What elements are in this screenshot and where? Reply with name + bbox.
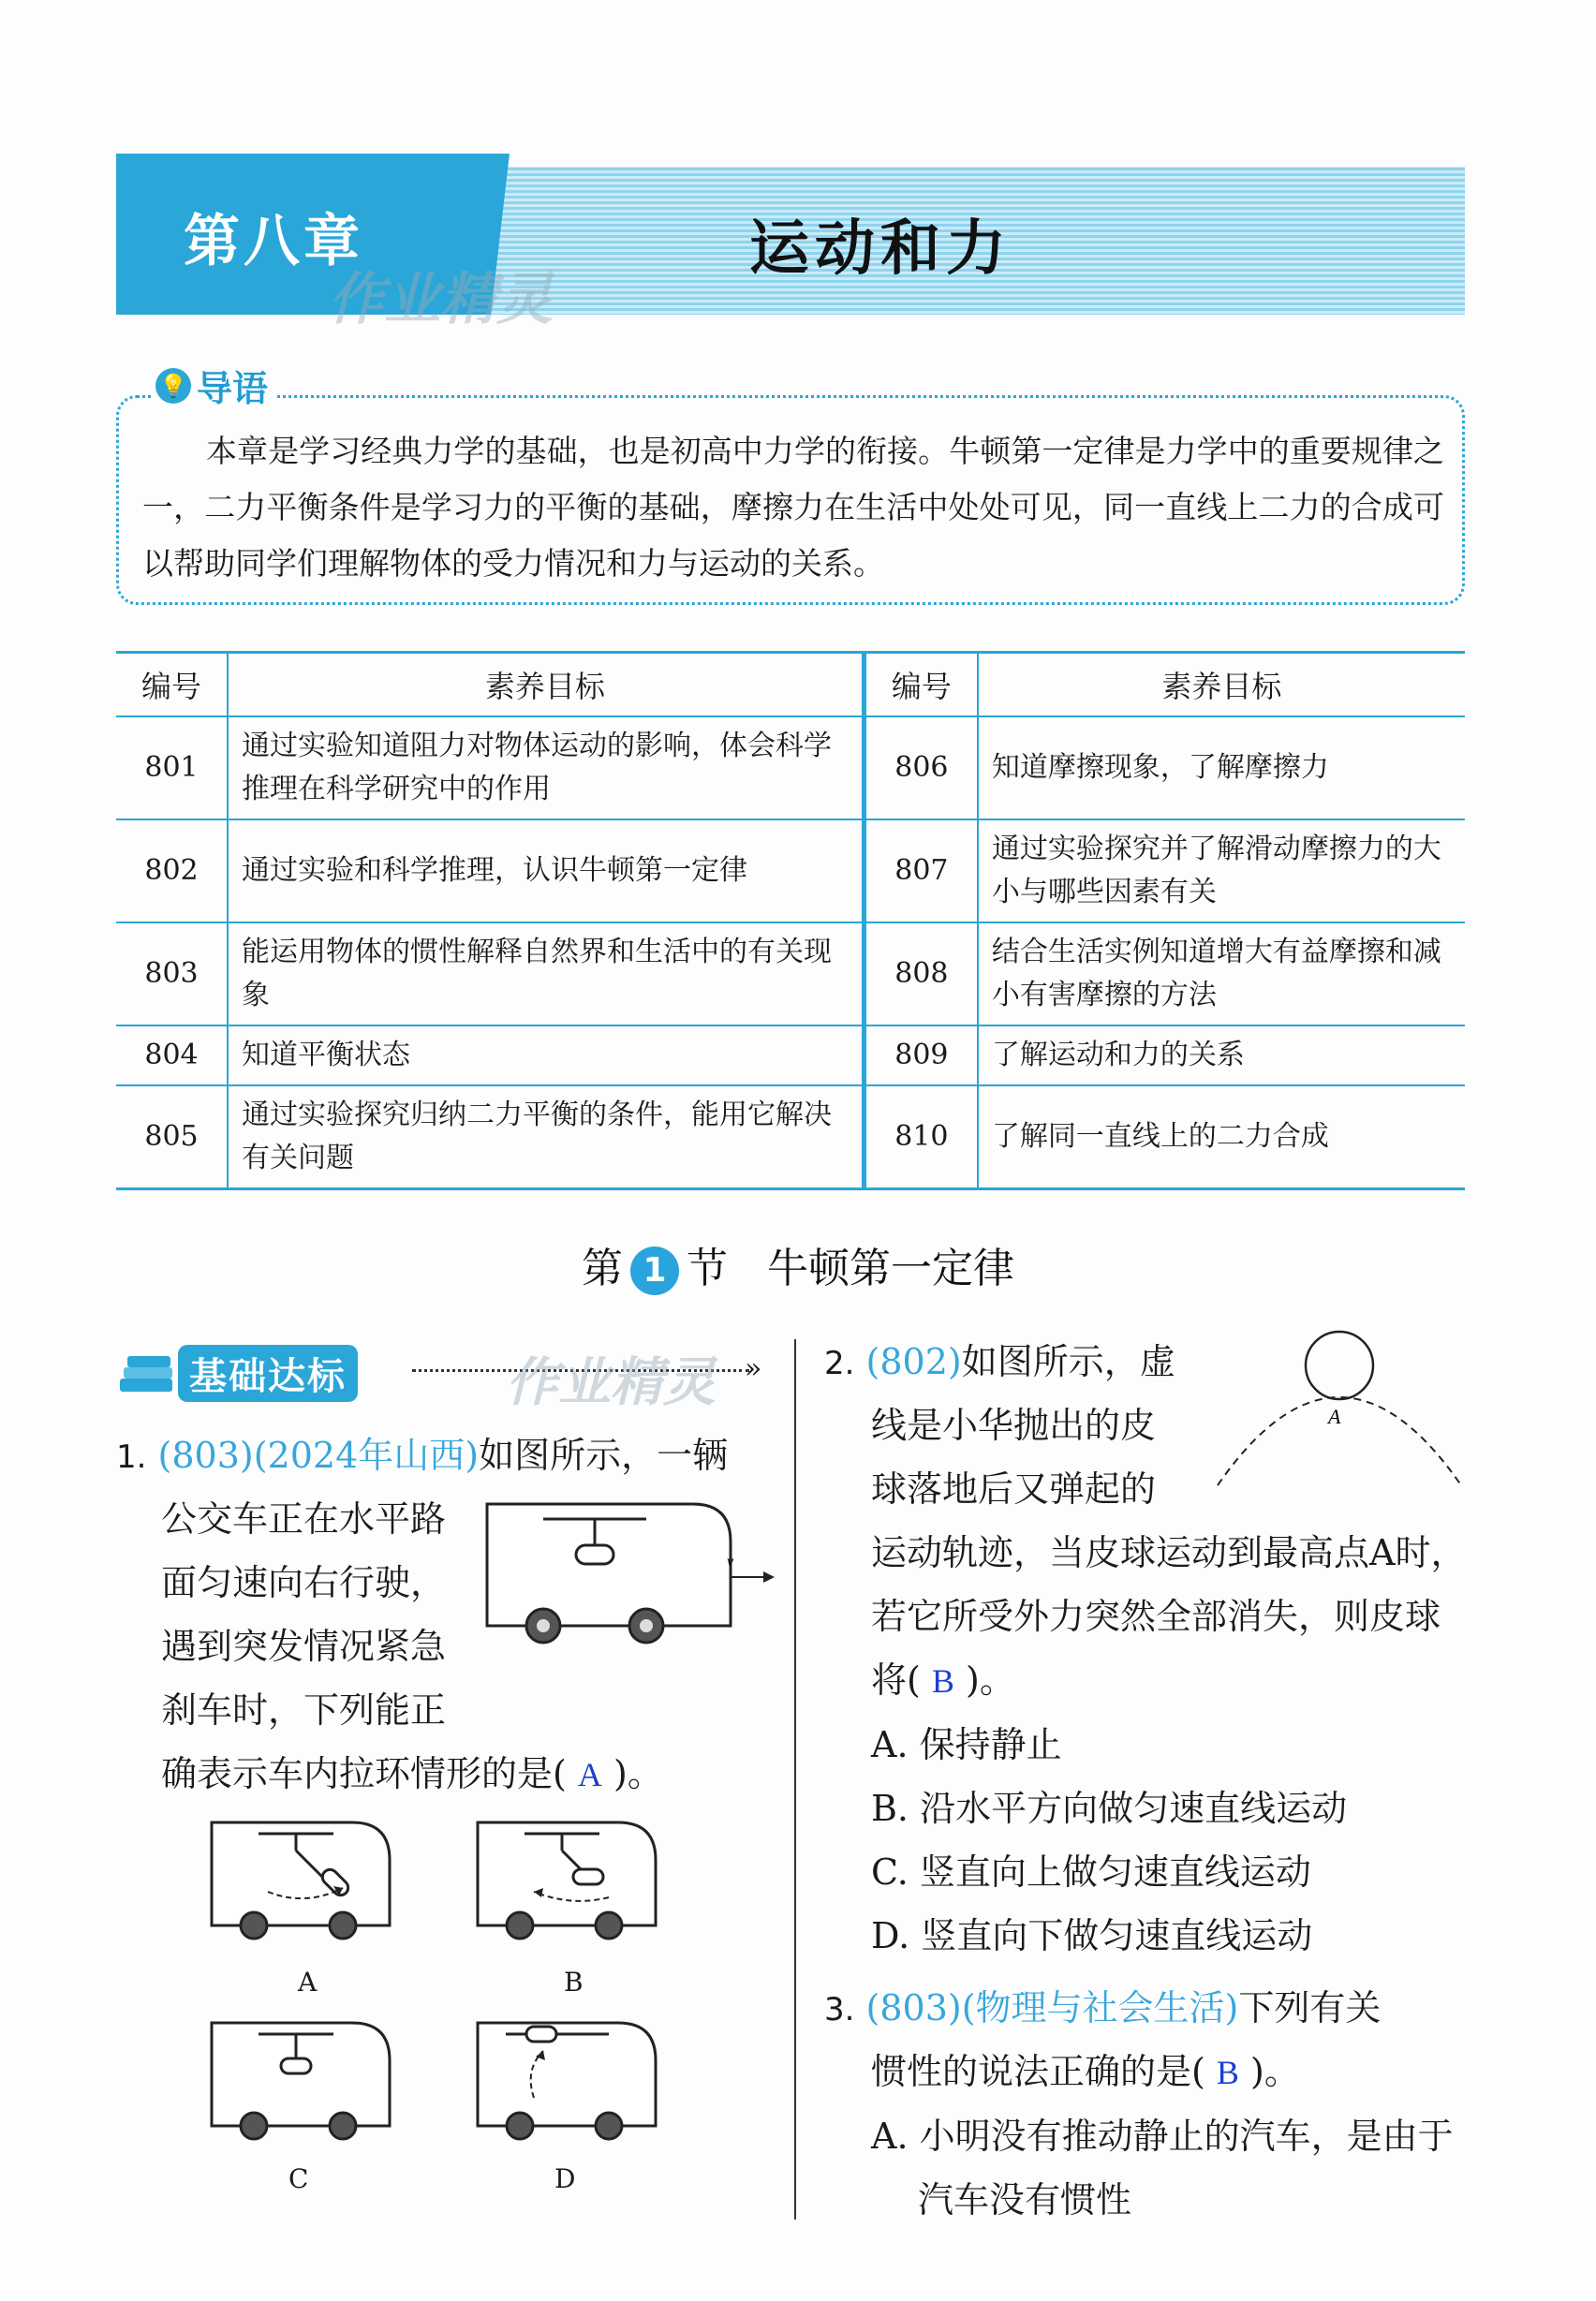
q2-stem-end	[871, 1648, 1470, 1713]
q3-stem-line	[871, 2040, 1470, 2104]
q2-stem-lines	[871, 1394, 1208, 1521]
header-cell: 素养目标	[228, 653, 864, 717]
table-header-row	[116, 653, 1465, 717]
q2-stem-post: )。	[966, 1659, 1015, 1701]
q1-last-post: )。	[613, 1753, 663, 1794]
q1-last-pre: 确表示车内拉环情形的是(	[161, 1753, 567, 1794]
q3-stem-post: )。	[1250, 2051, 1300, 2092]
table-cell: 能运用物体的惯性解释自然界和生活中的有关现象	[228, 922, 864, 1025]
header-cell: 编号	[116, 653, 228, 717]
table-cell: 知道摩擦现象，了解摩擦力	[978, 716, 1465, 819]
q3-tag: (803)(物理与社会生活)	[865, 1987, 1239, 2028]
table-cell: 802	[116, 819, 228, 922]
option-label: C	[288, 2163, 309, 2194]
table-cell: 804	[116, 1025, 228, 1085]
q2-option: A. 保持静止	[871, 1724, 1062, 1765]
q1-line: 公交车正在水平路	[161, 1498, 447, 1540]
table-cell: 810	[864, 1085, 978, 1189]
option-label: D	[554, 2163, 576, 2194]
table-cell: 805	[116, 1085, 228, 1189]
ball-trajectory-figure	[1208, 1328, 1470, 1497]
header-cell: 编号	[864, 653, 978, 717]
q1-stem-lines	[161, 1487, 517, 1742]
q2-option: D. 竖直向下做匀速直线运动	[871, 1915, 1313, 1956]
q1-tag: (803)(2024年山西)	[157, 1435, 480, 1476]
table-cell: 807	[864, 819, 978, 922]
intro-text: 本章是学习经典力学的基础，也是初高中力学的衔接。牛顿第一定律是力学中的重要规律之一，二力平衡条件是学习力的平衡的基础，摩擦力在生活中处处可见，同一直线上二力的合成可以帮助同学们理解物体的受力情况和力与运动的关系。	[142, 433, 1444, 582]
q1-line: 刹车时，下列能正	[161, 1689, 447, 1731]
table-cell: 803	[116, 922, 228, 1025]
table-row	[116, 716, 1465, 819]
q2-option: C. 竖直向上做匀速直线运动	[871, 1851, 1311, 1893]
q3-number: 3.	[824, 1991, 855, 2028]
q2-option: B. 沿水平方向做匀速直线运动	[871, 1788, 1348, 1829]
watermark: 作业精灵	[328, 267, 553, 332]
option-c-figure	[202, 2013, 408, 2145]
lightbulb-icon: 💡	[155, 368, 191, 404]
q3-option-cont: 汽车没有惯性	[918, 2179, 1132, 2220]
q2-stem-pre: 将(	[871, 1659, 921, 1701]
chapter-title: 运动和力	[749, 214, 1012, 284]
option-label: A	[298, 1967, 318, 1998]
goals-table	[116, 651, 1465, 1190]
table-cell: 通过实验知道阻力对物体运动的影响，体会科学推理在科学研究中的作用	[228, 716, 864, 819]
section-heading	[0, 1234, 1596, 1295]
option-a-figure	[202, 1813, 408, 1944]
intro-label: 导语	[197, 368, 269, 409]
table-row	[116, 1085, 1465, 1189]
chapter-number: 第八章	[184, 209, 363, 274]
q2-line: 球落地后又弹起的	[871, 1468, 1157, 1510]
bus-figure	[478, 1495, 777, 1663]
table-cell: 知道平衡状态	[228, 1025, 864, 1085]
q3-line1: 下列有关	[1238, 1987, 1382, 2028]
header-cell: 素养目标	[978, 653, 1465, 717]
q2-line: 线是小华抛出的皮	[871, 1405, 1157, 1446]
q3-first-line	[824, 1976, 1480, 2042]
q2-line: 若它所受外力突然全部消失，则皮球	[871, 1596, 1441, 1637]
table-cell: 了解同一直线上的二力合成	[978, 1085, 1465, 1189]
point-label: A	[1328, 1405, 1341, 1428]
q1-number: 1.	[116, 1438, 147, 1476]
table-cell: 通过实验探究并了解滑动摩擦力的大小与哪些因素有关	[978, 819, 1465, 922]
table-cell: 809	[864, 1025, 978, 1085]
table-cell: 结合生活实例知道增大有益摩擦和减小有害摩擦的方法	[978, 922, 1465, 1025]
q1-first-line	[116, 1423, 772, 1489]
section-prefix: 第	[582, 1245, 624, 1292]
column-divider	[794, 1339, 796, 2220]
table-cell: 806	[864, 716, 978, 819]
table-cell: 通过实验探究归纳二力平衡的条件，能用它解决有关问题	[228, 1085, 864, 1189]
section-suffix: 节	[687, 1245, 729, 1292]
q2-stem-full	[871, 1521, 1470, 1968]
q2-answer: B	[931, 1662, 954, 1700]
books-icon	[116, 1350, 178, 1397]
basic-label-wrap	[116, 1345, 358, 1402]
basic-label: 基础达标	[178, 1345, 358, 1402]
option-b-figure	[468, 1813, 674, 1944]
intro-heading	[152, 360, 277, 411]
double-chevron-icon: »	[745, 1352, 762, 1385]
table-cell: 通过实验和科学推理，认识牛顿第一定律	[228, 819, 864, 922]
q2-line: 运动轨迹，当皮球运动到最高点A时，	[871, 1532, 1467, 1573]
section-number: 1	[630, 1246, 679, 1295]
q2-line1: 如图所示，虚	[961, 1341, 1175, 1382]
q1-line1: 如图所示，一辆	[479, 1435, 729, 1476]
q2-number: 2.	[824, 1345, 855, 1382]
table-cell: 了解运动和力的关系	[978, 1025, 1465, 1085]
q3-stem	[871, 2040, 1470, 2232]
option-d-figure	[468, 2013, 674, 2145]
q1-line: 遇到突发情况紧急	[161, 1626, 447, 1667]
option-label: B	[564, 1967, 584, 1998]
table-row	[116, 922, 1465, 1025]
table-row	[116, 819, 1465, 922]
watermark: 作业精灵	[506, 1352, 716, 1413]
q3-stem-pre: 惯性的说法正确的是(	[871, 2051, 1205, 2092]
q2-tag: (802)	[865, 1341, 962, 1382]
q1-stem-last	[161, 1742, 779, 1807]
velocity-label: v	[727, 1554, 734, 1570]
q3-option: A. 小明没有推动静止的汽车，是由于	[871, 2116, 1454, 2157]
table-row	[116, 1025, 1465, 1085]
table-cell: 808	[864, 922, 978, 1025]
q1-line: 面匀速向右行驶，	[161, 1562, 447, 1603]
q3-answer: B	[1216, 2054, 1239, 2091]
section-title: 牛顿第一定律	[766, 1245, 1014, 1292]
q1-answer: A	[577, 1756, 602, 1793]
table-cell: 801	[116, 716, 228, 819]
